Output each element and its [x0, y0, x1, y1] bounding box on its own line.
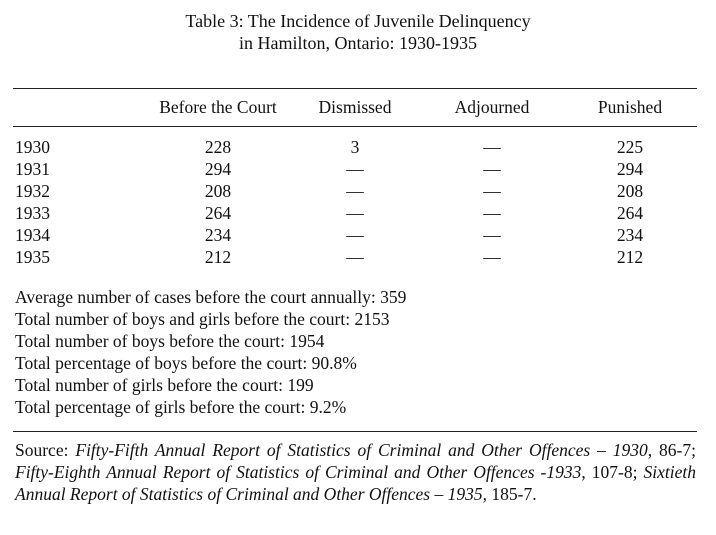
source-ref2-pages: , 107-8;: [581, 462, 644, 482]
summary-average: Average number of cases before the court annually: 359: [15, 287, 407, 307]
summary-total: Total number of boys and girls before the court: 2153: [15, 309, 390, 329]
summary-boys-number: Total number of boys before the court: 1954: [15, 331, 325, 351]
row-year: 1931: [15, 159, 50, 179]
source-ref1-pages: , 86-7;: [647, 440, 696, 460]
cell-before: 294: [204, 159, 232, 179]
cell-adjourned: —: [483, 247, 501, 267]
header-adjourned: Adjourned: [454, 97, 530, 117]
row-year: 1932: [15, 181, 50, 201]
header-before-the-court: Before the Court: [159, 97, 277, 117]
header-dismissed: Dismissed: [318, 97, 392, 117]
cell-punished: 234: [616, 225, 644, 245]
summary-girls-percentage: Total percentage of girls before the court: 9.2%: [15, 397, 347, 417]
header-rule: [13, 126, 697, 127]
source-label: Source:: [15, 440, 69, 460]
source-ref3-pages: 185-7.: [487, 484, 537, 504]
cell-adjourned: —: [483, 225, 501, 245]
row-year: 1934: [15, 225, 50, 245]
row-year: 1935: [15, 247, 50, 267]
cell-dismissed: —: [346, 159, 364, 179]
cell-punished: 294: [616, 159, 644, 179]
cell-dismissed: —: [346, 247, 364, 267]
cell-before: 208: [204, 181, 232, 201]
cell-before: 234: [204, 225, 232, 245]
cell-punished: 212: [616, 247, 644, 267]
source-ref3-title: Sixtieth Annual Report of Statistics of Criminal and Other Offences – 1935,: [15, 462, 696, 504]
table-title-line2: in Hamilton, Ontario: 1930-1935: [239, 33, 477, 53]
cell-dismissed: —: [346, 225, 364, 245]
cell-punished: 225: [616, 137, 644, 157]
top-rule: [13, 88, 697, 89]
cell-dismissed: 3: [350, 137, 360, 157]
cell-punished: 264: [616, 203, 644, 223]
cell-before: 212: [204, 247, 232, 267]
source-note: [15, 439, 696, 505]
cell-adjourned: —: [483, 181, 501, 201]
cell-punished: 208: [616, 181, 644, 201]
table-title: [0, 10, 716, 54]
cell-dismissed: —: [346, 203, 364, 223]
summary-block: [15, 286, 695, 418]
cell-dismissed: —: [346, 181, 364, 201]
cell-adjourned: —: [483, 203, 501, 223]
summary-boys-percentage: Total percentage of boys before the court: 90.8%: [15, 353, 357, 373]
cell-adjourned: —: [483, 159, 501, 179]
header-punished: Punished: [597, 97, 663, 117]
row-year: 1930: [15, 137, 50, 157]
source-ref1-title: Fifty-Fifth Annual Report of Statistics of Criminal and Other Offences – 1930: [75, 440, 648, 460]
cell-before: 264: [204, 203, 232, 223]
source-ref2-title: Fifty-Eighth Annual Report of Statistics of Criminal and Other Offences -1933: [15, 462, 582, 482]
source-rule: [13, 431, 697, 432]
summary-girls-number: Total number of girls before the court: 199: [15, 375, 314, 395]
cell-adjourned: —: [483, 137, 501, 157]
cell-before: 228: [204, 137, 232, 157]
table-title-line1: Table 3: The Incidence of Juvenile Delinquency: [185, 11, 531, 31]
row-year: 1933: [15, 203, 50, 223]
